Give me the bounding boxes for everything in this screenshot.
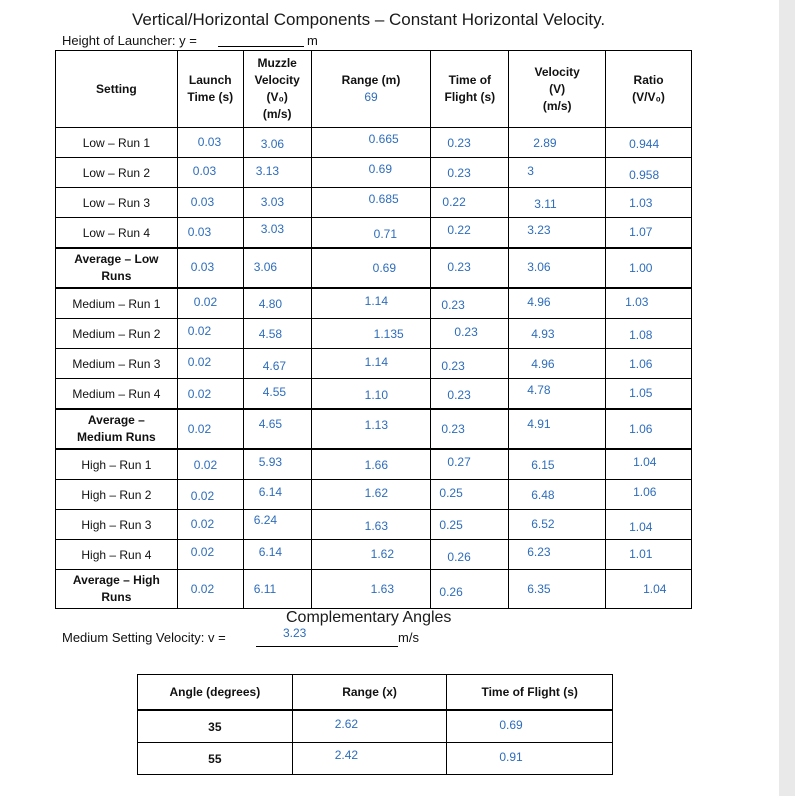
table-row xyxy=(56,449,692,480)
tof-cell: 0.27 xyxy=(431,449,509,480)
muzzle-cell: 4.55 xyxy=(243,379,311,410)
muzzle-cell: 3.06 xyxy=(243,248,311,288)
setting-cell: Medium – Run 3 xyxy=(56,349,178,379)
velocity-cell: 6.23 xyxy=(509,540,606,570)
launch-cell: 0.02 xyxy=(177,480,243,510)
launch-cell: 0.03 xyxy=(177,128,243,158)
header-range: Range (m) 69 xyxy=(311,51,431,128)
muzzle-cell: 3.06 xyxy=(243,128,311,158)
velocity-cell: 4.93 xyxy=(509,319,606,349)
tof-cell: 0.23 xyxy=(431,158,509,188)
velocity-cell: 3 xyxy=(509,158,606,188)
tof-cell: 0.22 xyxy=(431,218,509,249)
ratio-cell: 0.958 xyxy=(606,158,692,188)
muzzle-cell: 4.65 xyxy=(243,409,311,449)
setting-cell: High – Run 3 xyxy=(56,510,178,540)
table-row xyxy=(56,349,692,379)
range-cell: 1.14 xyxy=(311,288,431,319)
setting-cell: High – Run 2 xyxy=(56,480,178,510)
medium-velocity-blank-line xyxy=(256,646,398,647)
ratio-cell: 1.08 xyxy=(606,319,692,349)
table-row xyxy=(56,319,692,349)
muzzle-cell: 3.13 xyxy=(243,158,311,188)
comp-header-tof: Time of Flight (s) xyxy=(447,675,613,711)
comp-range-cell: 2.42 xyxy=(292,743,447,775)
ratio-cell: 1.00 xyxy=(606,248,692,288)
medium-velocity-label: Medium Setting Velocity: v = xyxy=(62,630,226,645)
tof-cell: 0.23 xyxy=(431,248,509,288)
tof-cell: 0.22 xyxy=(431,188,509,218)
ratio-cell: 1.04 xyxy=(606,449,692,480)
ratio-cell: 1.06 xyxy=(606,349,692,379)
ratio-cell: 1.07 xyxy=(606,218,692,249)
comp-tof-cell: 0.69 xyxy=(447,710,613,743)
range-cell: 1.66 xyxy=(311,449,431,480)
ratio-cell: 1.03 xyxy=(606,288,692,319)
header-setting: Setting xyxy=(56,51,178,128)
data-table xyxy=(55,50,692,609)
tof-cell: 0.23 xyxy=(431,128,509,158)
muzzle-cell: 4.80 xyxy=(243,288,311,319)
setting-cell: High – Run 4 xyxy=(56,540,178,570)
table-row xyxy=(56,128,692,158)
height-unit: m xyxy=(307,33,318,48)
launch-cell: 0.02 xyxy=(177,349,243,379)
table-row xyxy=(56,188,692,218)
velocity-cell: 4.78 xyxy=(509,379,606,410)
launch-cell: 0.02 xyxy=(177,379,243,410)
velocity-cell: 6.48 xyxy=(509,480,606,510)
setting-cell: Average – Medium Runs xyxy=(56,409,178,449)
range-cell: 1.62 xyxy=(311,540,431,570)
launch-cell: 0.02 xyxy=(177,319,243,349)
comp-angle-cell: 55 xyxy=(138,743,293,775)
ratio-cell: 1.06 xyxy=(606,409,692,449)
table-row xyxy=(56,218,692,249)
velocity-cell: 3.06 xyxy=(509,248,606,288)
height-label: Height of Launcher: y = xyxy=(62,33,197,48)
table-row xyxy=(56,288,692,319)
muzzle-cell: 6.14 xyxy=(243,540,311,570)
velocity-cell: 3.11 xyxy=(509,188,606,218)
header-velocity: Velocity (V) (m/s) xyxy=(509,51,606,128)
muzzle-cell: 6.11 xyxy=(243,570,311,609)
muzzle-cell: 4.67 xyxy=(243,349,311,379)
launch-cell: 0.02 xyxy=(177,510,243,540)
launch-cell: 0.03 xyxy=(177,188,243,218)
header-ratio: Ratio (V/V₀) xyxy=(606,51,692,128)
comp-angle-cell: 35 xyxy=(138,710,293,743)
setting-cell: Average – High Runs xyxy=(56,570,178,609)
header-launch-time: Launch Time (s) xyxy=(177,51,243,128)
ratio-cell: 1.01 xyxy=(606,540,692,570)
tof-cell: 0.25 xyxy=(431,480,509,510)
range-cell: 0.71 xyxy=(311,218,431,249)
range-cell: 0.69 xyxy=(311,248,431,288)
table-row-average xyxy=(56,570,692,609)
setting-cell: Low – Run 3 xyxy=(56,188,178,218)
ratio-cell: 1.04 xyxy=(606,570,692,609)
section-title-complementary-angles: Complementary Angles xyxy=(286,609,452,626)
page-title: Vertical/Horizontal Components – Constant Horizontal Velocity. xyxy=(132,10,606,29)
tof-cell: 0.23 xyxy=(431,379,509,410)
table-row xyxy=(56,158,692,188)
muzzle-cell: 5.93 xyxy=(243,449,311,480)
launch-cell: 0.02 xyxy=(177,449,243,480)
tof-cell: 0.25 xyxy=(431,510,509,540)
launch-cell: 0.02 xyxy=(177,288,243,319)
comp-header-range: Range (x) xyxy=(292,675,447,711)
tof-cell: 0.23 xyxy=(431,319,509,349)
table-row-average xyxy=(56,248,692,288)
muzzle-cell: 4.58 xyxy=(243,319,311,349)
range-cell: 0.665 xyxy=(311,128,431,158)
range-cell: 1.14 xyxy=(311,349,431,379)
tof-cell: 0.23 xyxy=(431,288,509,319)
comp-tof-cell: 0.91 xyxy=(447,743,613,775)
range-cell: 0.685 xyxy=(311,188,431,218)
muzzle-cell: 6.14 xyxy=(243,480,311,510)
setting-cell: Low – Run 2 xyxy=(56,158,178,188)
velocity-cell: 2.89 xyxy=(509,128,606,158)
comp-row xyxy=(138,743,613,775)
setting-cell: Low – Run 4 xyxy=(56,218,178,249)
ratio-cell: 1.04 xyxy=(606,510,692,540)
tof-cell: 0.23 xyxy=(431,349,509,379)
launch-cell: 0.02 xyxy=(177,540,243,570)
comp-range-cell: 2.62 xyxy=(292,710,447,743)
launch-cell: 0.03 xyxy=(177,248,243,288)
range-cell: 0.69 xyxy=(311,158,431,188)
header-range-value: 69 xyxy=(364,90,378,104)
comp-header-angle: Angle (degrees) xyxy=(138,675,293,711)
comp-header-row xyxy=(138,675,613,711)
right-scroll-strip xyxy=(779,0,795,796)
velocity-cell: 4.96 xyxy=(509,288,606,319)
muzzle-cell: 3.03 xyxy=(243,188,311,218)
range-cell: 1.10 xyxy=(311,379,431,410)
medium-velocity-unit: m/s xyxy=(398,630,419,645)
velocity-cell: 3.23 xyxy=(509,218,606,249)
muzzle-cell: 3.03 xyxy=(243,218,311,249)
table-row xyxy=(56,379,692,410)
launch-cell: 0.03 xyxy=(177,218,243,249)
range-cell: 1.135 xyxy=(311,319,431,349)
comp-row xyxy=(138,710,613,743)
header-muzzle-velocity: Muzzle Velocity (V₀) (m/s) xyxy=(243,51,311,128)
setting-cell: Medium – Run 1 xyxy=(56,288,178,319)
range-cell: 1.63 xyxy=(311,510,431,540)
velocity-cell: 6.15 xyxy=(509,449,606,480)
setting-cell: Medium – Run 4 xyxy=(56,379,178,410)
header-row xyxy=(56,51,692,128)
setting-cell: High – Run 1 xyxy=(56,449,178,480)
range-cell: 1.63 xyxy=(311,570,431,609)
range-cell: 1.62 xyxy=(311,480,431,510)
tof-cell: 0.26 xyxy=(431,540,509,570)
setting-cell: Medium – Run 2 xyxy=(56,319,178,349)
table-row xyxy=(56,540,692,570)
muzzle-cell: 6.24 xyxy=(243,510,311,540)
medium-velocity-value: 3.23 xyxy=(283,626,307,640)
setting-cell: Average – Low Runs xyxy=(56,248,178,288)
tof-cell: 0.26 xyxy=(431,570,509,609)
launch-cell: 0.02 xyxy=(177,409,243,449)
header-time-of-flight: Time of Flight (s) xyxy=(431,51,509,128)
ratio-cell: 1.05 xyxy=(606,379,692,410)
velocity-cell: 6.35 xyxy=(509,570,606,609)
setting-cell: Low – Run 1 xyxy=(56,128,178,158)
ratio-cell: 0.944 xyxy=(606,128,692,158)
velocity-cell: 4.96 xyxy=(509,349,606,379)
ratio-cell: 1.03 xyxy=(606,188,692,218)
ratio-cell: 1.06 xyxy=(606,480,692,510)
velocity-cell: 6.52 xyxy=(509,510,606,540)
launch-cell: 0.02 xyxy=(177,570,243,609)
height-blank-line xyxy=(218,46,304,47)
table-row xyxy=(56,480,692,510)
launch-cell: 0.03 xyxy=(177,158,243,188)
table-row xyxy=(56,510,692,540)
range-cell: 1.13 xyxy=(311,409,431,449)
tof-cell: 0.23 xyxy=(431,409,509,449)
complementary-angles-table xyxy=(137,674,613,775)
velocity-cell: 4.91 xyxy=(509,409,606,449)
table-row-average xyxy=(56,409,692,449)
